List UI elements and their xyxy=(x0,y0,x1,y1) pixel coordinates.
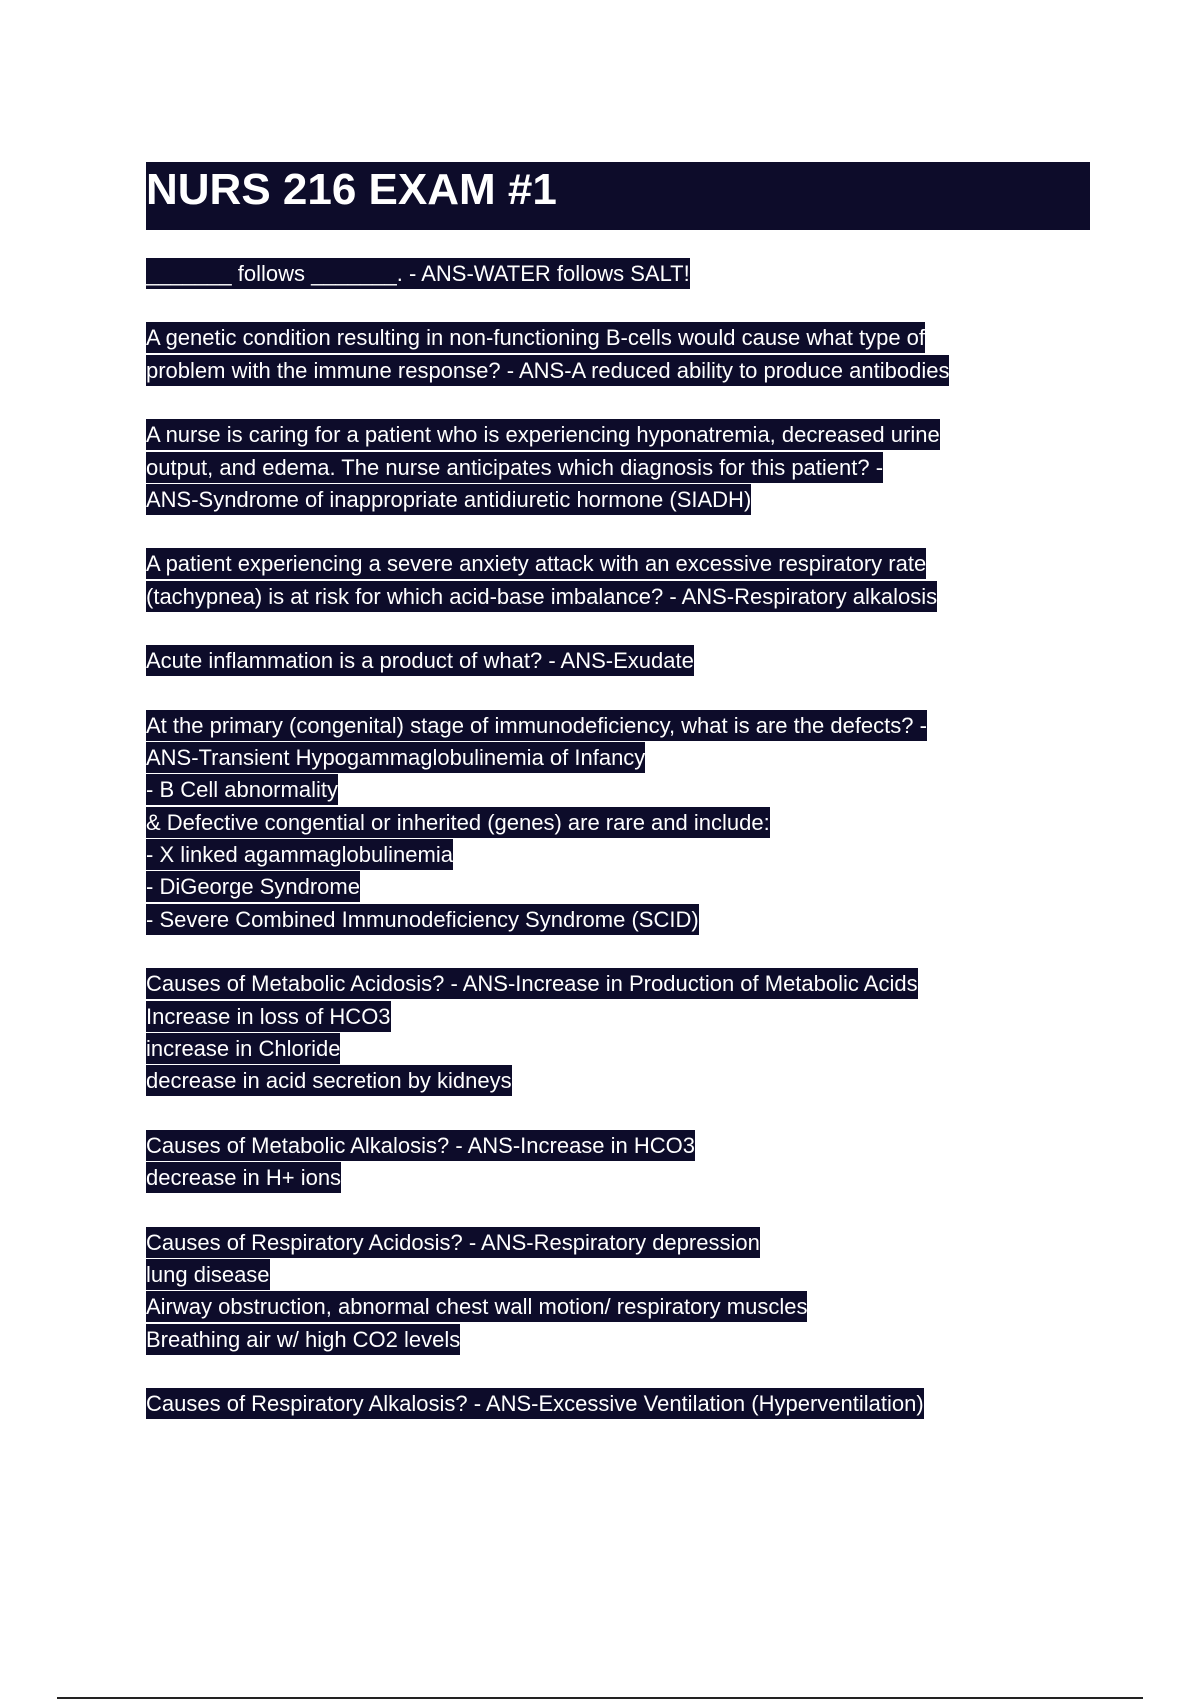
qa-line-text: ANS-Syndrome of inappropriate antidiuretic hormone (SIADH) xyxy=(146,484,751,515)
qa-line xyxy=(146,1033,1076,1065)
qa-line-text: Causes of Respiratory Acidosis? - ANS-Respiratory depression xyxy=(146,1227,760,1258)
qa-item xyxy=(146,968,1076,1098)
qa-line-text: problem with the immune response? - ANS-A reduced ability to produce antibodies xyxy=(146,355,949,386)
qa-line-text: output, and edema. The nurse anticipates which diagnosis for this patient? - xyxy=(146,452,883,483)
qa-line-text: - DiGeorge Syndrome xyxy=(146,871,360,902)
qa-line-text: & Defective congential or inherited (genes) are rare and include: xyxy=(146,807,770,838)
qa-line-text: At the primary (congenital) stage of immunodeficiency, what is are the defects? - xyxy=(146,710,927,741)
qa-line-text: Acute inflammation is a product of what? - ANS-Exudate xyxy=(146,645,694,676)
qa-item xyxy=(146,258,1076,290)
qa-line xyxy=(146,1162,1076,1194)
qa-line-text: - B Cell abnormality xyxy=(146,774,338,805)
qa-item xyxy=(146,1227,1076,1357)
qa-line xyxy=(146,1065,1076,1097)
qa-line-text: - X linked agammaglobulinemia xyxy=(146,839,453,870)
qa-line xyxy=(146,1227,1076,1259)
document-title: NURS 216 EXAM #1 xyxy=(146,165,557,214)
qa-line xyxy=(146,968,1076,1000)
qa-line xyxy=(146,1291,1076,1323)
qa-line xyxy=(146,581,1076,613)
qa-line xyxy=(146,871,1076,903)
qa-line-text: ANS-Transient Hypogammaglobulinemia of Infancy xyxy=(146,742,645,773)
qa-line xyxy=(146,807,1076,839)
qa-item xyxy=(146,322,1076,387)
document-title-bar xyxy=(146,162,1090,230)
qa-line-text: _______ follows _______. - ANS-WATER follows SALT! xyxy=(146,258,690,289)
qa-line-text: (tachypnea) is at risk for which acid-base imbalance? - ANS-Respiratory alkalosis xyxy=(146,581,937,612)
qa-item xyxy=(146,645,1076,677)
qa-item xyxy=(146,1388,1076,1420)
qa-line xyxy=(146,484,1076,516)
qa-line-text: Airway obstruction, abnormal chest wall motion/ respiratory muscles xyxy=(146,1291,807,1322)
qa-line-text: lung disease xyxy=(146,1259,270,1290)
qa-line xyxy=(146,1001,1076,1033)
qa-line xyxy=(146,1259,1076,1291)
qa-line-text: decrease in H+ ions xyxy=(146,1162,341,1193)
qa-line xyxy=(146,904,1076,936)
qa-line-text: Causes of Respiratory Alkalosis? - ANS-Excessive Ventilation (Hyperventilation) xyxy=(146,1388,924,1419)
qa-line xyxy=(146,548,1076,580)
qa-line xyxy=(146,774,1076,806)
footer-divider xyxy=(57,1697,1143,1699)
qa-line xyxy=(146,1324,1076,1356)
qa-line xyxy=(146,645,1076,677)
qa-line-text: decrease in acid secretion by kidneys xyxy=(146,1065,512,1096)
qa-line xyxy=(146,355,1076,387)
qa-line xyxy=(146,1130,1076,1162)
qa-line-text: Breathing air w/ high CO2 levels xyxy=(146,1324,460,1355)
qa-list xyxy=(146,258,1076,1453)
qa-line xyxy=(146,1388,1076,1420)
qa-line-text: - Severe Combined Immunodeficiency Syndrome (SCID) xyxy=(146,904,699,935)
qa-item xyxy=(146,1130,1076,1195)
qa-line-text: A patient experiencing a severe anxiety attack with an excessive respiratory rate xyxy=(146,548,926,579)
qa-item xyxy=(146,548,1076,613)
qa-line-text: A nurse is caring for a patient who is experiencing hyponatremia, decreased urine xyxy=(146,419,940,450)
qa-line xyxy=(146,452,1076,484)
qa-line-text: Causes of Metabolic Acidosis? - ANS-Increase in Production of Metabolic Acids xyxy=(146,968,918,999)
qa-item xyxy=(146,419,1076,516)
qa-line-text: increase in Chloride xyxy=(146,1033,340,1064)
qa-line xyxy=(146,839,1076,871)
qa-line-text: Increase in loss of HCO3 xyxy=(146,1001,391,1032)
qa-line xyxy=(146,710,1076,742)
qa-line-text: Causes of Metabolic Alkalosis? - ANS-Increase in HCO3 xyxy=(146,1130,695,1161)
qa-item xyxy=(146,710,1076,937)
qa-line xyxy=(146,258,1076,290)
qa-line xyxy=(146,419,1076,451)
qa-line-text: A genetic condition resulting in non-functioning B-cells would cause what type of xyxy=(146,322,925,353)
qa-line xyxy=(146,322,1076,354)
qa-line xyxy=(146,742,1076,774)
